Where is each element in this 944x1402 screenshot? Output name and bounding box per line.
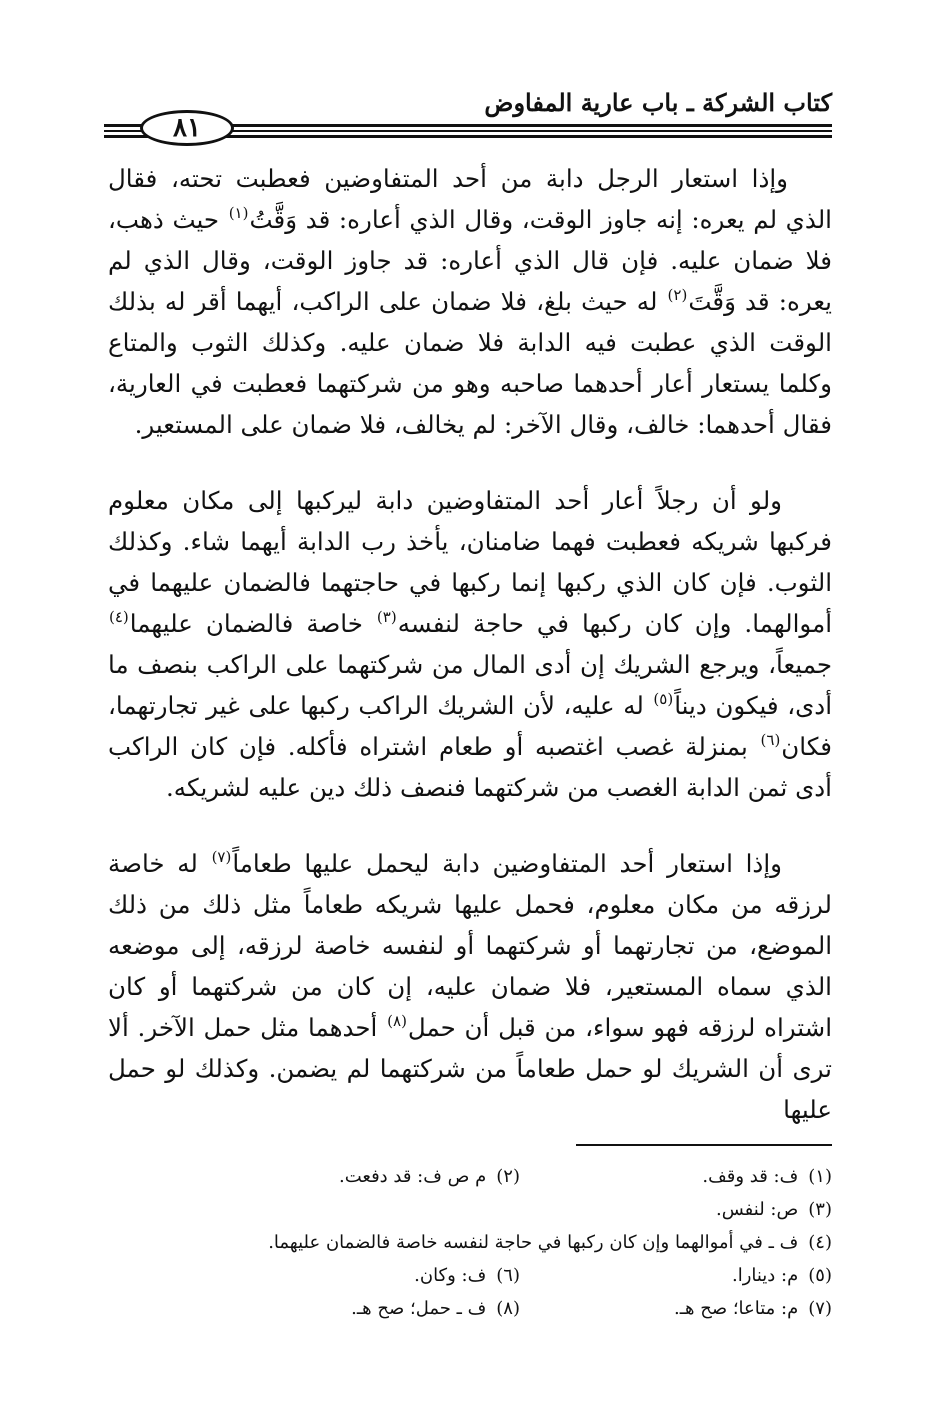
paragraph-3	[108, 843, 832, 1130]
paragraph-2	[108, 480, 832, 808]
paragraph-2-text-3: جميعاً، ويرجع الشريك إن أدى المال من شركتهما على الراكب بنصف ما أدى، فيكون ديناً	[108, 650, 833, 720]
footnote-2	[339, 1160, 520, 1193]
paragraph-2-text-1: ولو أن رجلاً أعار أحد المتفاوضين دابة ليركبها إلى مكان معلوم فركبها شريكه فعطبت فهما ضامنان، يأخذ رب الدابة أيهما شاء. وكذلك الثوب. فإن كان الذي ركبها إنما ركبها في حاجتهما فالضمان عليهما في أموالهما. وإن كان ركبها في حاجة لنفسه	[108, 486, 832, 638]
paragraph-1-text-2: حيث ذهب، فلا ضمان عليه. فإن قال الذي أعاره: قد جاوز الوقت، وقال الذي لم يعره: قد وَقَّتَ	[108, 205, 832, 316]
page-number: ٨١	[140, 110, 234, 146]
footnote-4-number: (٤)	[808, 1232, 832, 1253]
footnote-ref-8: (٨)	[387, 1012, 407, 1030]
footnote-7-number: (٧)	[808, 1298, 832, 1319]
footnote-ref-1: (١)	[228, 204, 249, 222]
footnote-6-text: ف: وكان.	[414, 1265, 487, 1286]
footnote-8-text: ف ـ حمل؛ صح هـ.	[351, 1298, 487, 1319]
footnote-1-number: (١)	[808, 1166, 832, 1187]
footnote-ref-4: (٤)	[109, 608, 129, 626]
paragraph-2-text-5: بمنزلة غصب اغتصبه أو طعام اشتراه فأكله. فإن كان الراكب أدى ثمن الدابة الغصب من شركتهما فنصف ذلك دين عليه لشريكه.	[108, 732, 832, 802]
footnote-1	[702, 1160, 832, 1193]
footnote-ref-3: (٣)	[376, 608, 397, 626]
footnote-3	[716, 1193, 832, 1226]
paragraph-1-text-3: له حيث بلغ، فلا ضمان على الراكب، أيهما أقر له بذلك الوقت الذي عطبت فيه الدابة فلا ضمان عليه. وكذلك الثوب والمتاع وكلما يستعار أعار أحدهما صاحبه وهو من شركتهما فعطبت في العارية، فقال أحدهما: خالف، وقال الآخر: لم يخالف، فلا ضمان على المستعير.	[108, 287, 832, 439]
footnote-5	[732, 1259, 832, 1292]
main-text	[108, 158, 832, 1130]
footnote-7-text: م: متاعا؛ صح هـ.	[673, 1298, 799, 1319]
footnote-row-3	[108, 1226, 832, 1259]
footnote-ref-2: (٢)	[667, 286, 688, 304]
paragraph-3-text-1: وإذا استعار أحد المتفاوضين دابة ليحمل عليها طعاماً	[232, 849, 782, 878]
paragraph-3-text-2: له خاصة لرزقه من مكان معلوم، فحمل عليها شريكه طعاماً مثل ذلك من ذلك الموضع، من تجارتهما أو شركتهما أو لنفسه خاصة لرزقه، إلى موضعه الذي سماه المستعير، فلا ضمان عليه، إن كان من شركتهما أو كان اشتراه لرزقه فهو سواء، من قبل أن حمل	[108, 849, 832, 1042]
footnote-ref-5: (٥)	[653, 690, 674, 708]
footnote-row-4	[108, 1259, 832, 1292]
footnote-6	[414, 1259, 520, 1292]
paragraph-1	[108, 158, 832, 445]
footnote-row-2	[108, 1193, 832, 1226]
footnotes	[108, 1160, 832, 1325]
footnote-2-number: (٢)	[496, 1166, 520, 1187]
footnote-5-text: م: دينارا.	[731, 1265, 799, 1286]
paragraph-1-text-1: وإذا استعار الرجل دابة من أحد المتفاوضين فعطبت تحته، فقال الذي لم يعره: إنه جاوز الوقت، وقال الذي أعاره: قد وَقَّتُ	[108, 164, 832, 234]
footnote-separator	[576, 1144, 832, 1146]
footnote-8-number: (٨)	[496, 1298, 520, 1319]
footnote-row-1	[108, 1160, 832, 1193]
footnote-1-text: ف: قد وقف.	[702, 1166, 799, 1187]
footnote-3-text: ص: لنفس.	[716, 1199, 799, 1220]
footnote-8	[351, 1292, 520, 1325]
footnote-ref-7: (٧)	[211, 848, 232, 866]
footnote-2-text: م ص ف: قد دفعت.	[338, 1166, 487, 1187]
footnote-5-number: (٥)	[808, 1265, 832, 1286]
running-header-title: كتاب الشركة ـ باب عارية المفاوض	[484, 88, 832, 117]
footnote-ref-6: (٦)	[760, 731, 781, 749]
paragraph-3-text-3: أحدهما مثل حمل الآخر. ألا ترى أن الشريك لو حمل طعاماً من شركتهما لم يضمن. وكذلك لو حمل عليها	[108, 1013, 832, 1124]
footnote-row-5	[108, 1292, 832, 1325]
paragraph-2-text-4: له عليه، لأن الشريك الراكب ركبها على غير تجارتهما، فكان	[108, 691, 832, 761]
footnote-7	[674, 1292, 832, 1325]
footnote-3-number: (٣)	[808, 1199, 832, 1220]
footnote-4	[268, 1226, 832, 1259]
footnote-6-number: (٦)	[496, 1265, 520, 1286]
footnote-4-text: ف ـ في أموالهما وإن كان ركبها في حاجة لنفسه خاصة فالضمان عليهما.	[268, 1232, 799, 1253]
paragraph-2-text-2: خاصة فالضمان عليهما	[129, 609, 376, 638]
